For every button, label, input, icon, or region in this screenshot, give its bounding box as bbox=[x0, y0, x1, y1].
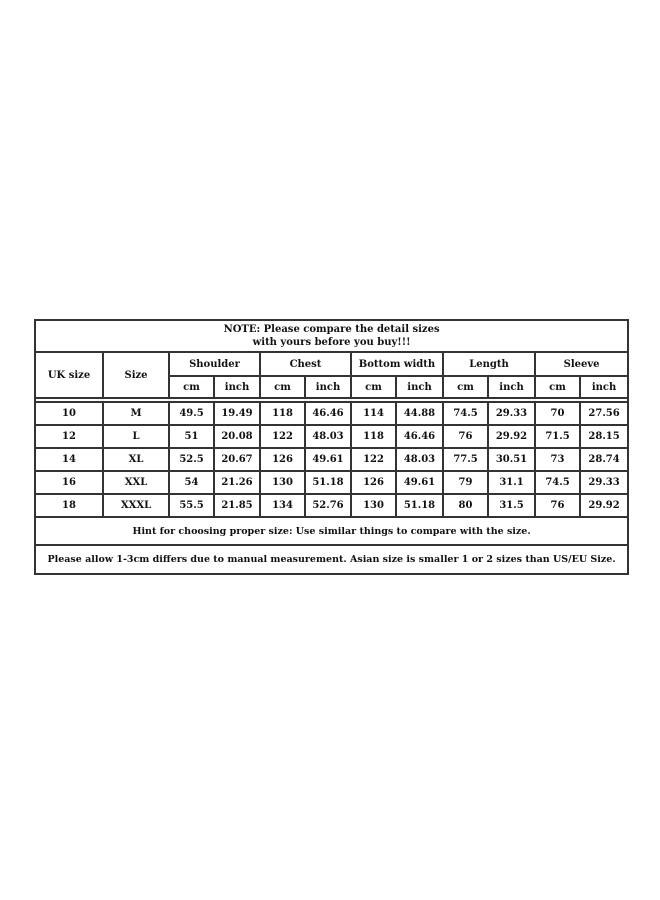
note-banner bbox=[35, 320, 628, 352]
cell-chest-inch: 49.61 bbox=[305, 448, 351, 471]
cell-sleeve-cm: 74.5 bbox=[535, 471, 580, 494]
subheader-sleeve-inch: inch bbox=[580, 376, 628, 398]
cell-shoulder-cm: 54 bbox=[169, 471, 214, 494]
cell-length-cm: 74.5 bbox=[443, 402, 488, 425]
cell-chest-cm: 118 bbox=[260, 402, 305, 425]
table-row bbox=[35, 494, 628, 517]
cell-bottom-inch: 48.03 bbox=[396, 448, 443, 471]
cell-bottom-cm: 130 bbox=[351, 494, 396, 517]
cell-uk-size: 10 bbox=[35, 402, 103, 425]
cell-uk-size: 12 bbox=[35, 425, 103, 448]
header-chest: Chest bbox=[260, 352, 351, 376]
header-shoulder: Shoulder bbox=[169, 352, 260, 376]
cell-uk-size: 18 bbox=[35, 494, 103, 517]
cell-chest-cm: 122 bbox=[260, 425, 305, 448]
subheader-bottom-cm: cm bbox=[351, 376, 396, 398]
cell-length-cm: 76 bbox=[443, 425, 488, 448]
cell-shoulder-inch: 21.26 bbox=[214, 471, 260, 494]
cell-length-cm: 80 bbox=[443, 494, 488, 517]
subheader-sleeve-cm: cm bbox=[535, 376, 580, 398]
cell-sleeve-inch: 28.15 bbox=[580, 425, 628, 448]
cell-size: L bbox=[103, 425, 169, 448]
cell-size: XXXL bbox=[103, 494, 169, 517]
size-table bbox=[34, 319, 629, 575]
cell-chest-inch: 52.76 bbox=[305, 494, 351, 517]
note-line-2: with yours before you buy!!! bbox=[252, 337, 411, 348]
cell-shoulder-cm: 49.5 bbox=[169, 402, 214, 425]
cell-bottom-cm: 126 bbox=[351, 471, 396, 494]
cell-bottom-inch: 44.88 bbox=[396, 402, 443, 425]
cell-sleeve-inch: 28.74 bbox=[580, 448, 628, 471]
subheader-shoulder-inch: inch bbox=[214, 376, 260, 398]
subheader-length-cm: cm bbox=[443, 376, 488, 398]
cell-chest-cm: 126 bbox=[260, 448, 305, 471]
cell-sleeve-cm: 71.5 bbox=[535, 425, 580, 448]
subheader-length-inch: inch bbox=[488, 376, 535, 398]
cell-bottom-inch: 49.61 bbox=[396, 471, 443, 494]
cell-sleeve-inch: 27.56 bbox=[580, 402, 628, 425]
cell-chest-inch: 46.46 bbox=[305, 402, 351, 425]
cell-length-cm: 77.5 bbox=[443, 448, 488, 471]
cell-shoulder-cm: 51 bbox=[169, 425, 214, 448]
header-uk-size: UK size bbox=[35, 352, 103, 398]
cell-size: XL bbox=[103, 448, 169, 471]
cell-shoulder-cm: 52.5 bbox=[169, 448, 214, 471]
header-sleeve: Sleeve bbox=[535, 352, 628, 376]
cell-shoulder-inch: 21.85 bbox=[214, 494, 260, 517]
cell-length-cm: 79 bbox=[443, 471, 488, 494]
cell-length-inch: 29.33 bbox=[488, 402, 535, 425]
cell-shoulder-inch: 20.08 bbox=[214, 425, 260, 448]
cell-chest-cm: 130 bbox=[260, 471, 305, 494]
cell-bottom-cm: 114 bbox=[351, 402, 396, 425]
subheader-chest-inch: inch bbox=[305, 376, 351, 398]
cell-sleeve-cm: 76 bbox=[535, 494, 580, 517]
cell-uk-size: 14 bbox=[35, 448, 103, 471]
subheader-bottom-inch: inch bbox=[396, 376, 443, 398]
cell-chest-cm: 134 bbox=[260, 494, 305, 517]
cell-bottom-cm: 122 bbox=[351, 448, 396, 471]
subheader-shoulder-cm: cm bbox=[169, 376, 214, 398]
size-chart bbox=[34, 319, 627, 575]
table-row bbox=[35, 448, 628, 471]
cell-shoulder-cm: 55.5 bbox=[169, 494, 214, 517]
header-size: Size bbox=[103, 352, 169, 398]
cell-uk-size: 16 bbox=[35, 471, 103, 494]
cell-length-inch: 30.51 bbox=[488, 448, 535, 471]
note-line-1: NOTE: Please compare the detail sizes bbox=[223, 324, 440, 335]
table-row bbox=[35, 402, 628, 425]
cell-length-inch: 31.1 bbox=[488, 471, 535, 494]
header-length: Length bbox=[443, 352, 535, 376]
cell-chest-inch: 48.03 bbox=[305, 425, 351, 448]
cell-length-inch: 31.5 bbox=[488, 494, 535, 517]
size-hint: Hint for choosing proper size: Use similar things to compare with the size. bbox=[35, 517, 628, 545]
cell-sleeve-cm: 73 bbox=[535, 448, 580, 471]
cell-bottom-inch: 46.46 bbox=[396, 425, 443, 448]
cell-sleeve-inch: 29.92 bbox=[580, 494, 628, 517]
cell-shoulder-inch: 20.67 bbox=[214, 448, 260, 471]
subheader-chest-cm: cm bbox=[260, 376, 305, 398]
cell-bottom-inch: 51.18 bbox=[396, 494, 443, 517]
cell-size: M bbox=[103, 402, 169, 425]
measurement-disclaimer: Please allow 1-3cm differs due to manual measurement. Asian size is smaller 1 or 2 sizes than US/EU Size. bbox=[35, 545, 628, 574]
cell-bottom-cm: 118 bbox=[351, 425, 396, 448]
header-bottom-width: Bottom width bbox=[351, 352, 443, 376]
cell-size: XXL bbox=[103, 471, 169, 494]
cell-sleeve-cm: 70 bbox=[535, 402, 580, 425]
cell-chest-inch: 51.18 bbox=[305, 471, 351, 494]
cell-sleeve-inch: 29.33 bbox=[580, 471, 628, 494]
table-row bbox=[35, 425, 628, 448]
table-row bbox=[35, 471, 628, 494]
cell-shoulder-inch: 19.49 bbox=[214, 402, 260, 425]
cell-length-inch: 29.92 bbox=[488, 425, 535, 448]
